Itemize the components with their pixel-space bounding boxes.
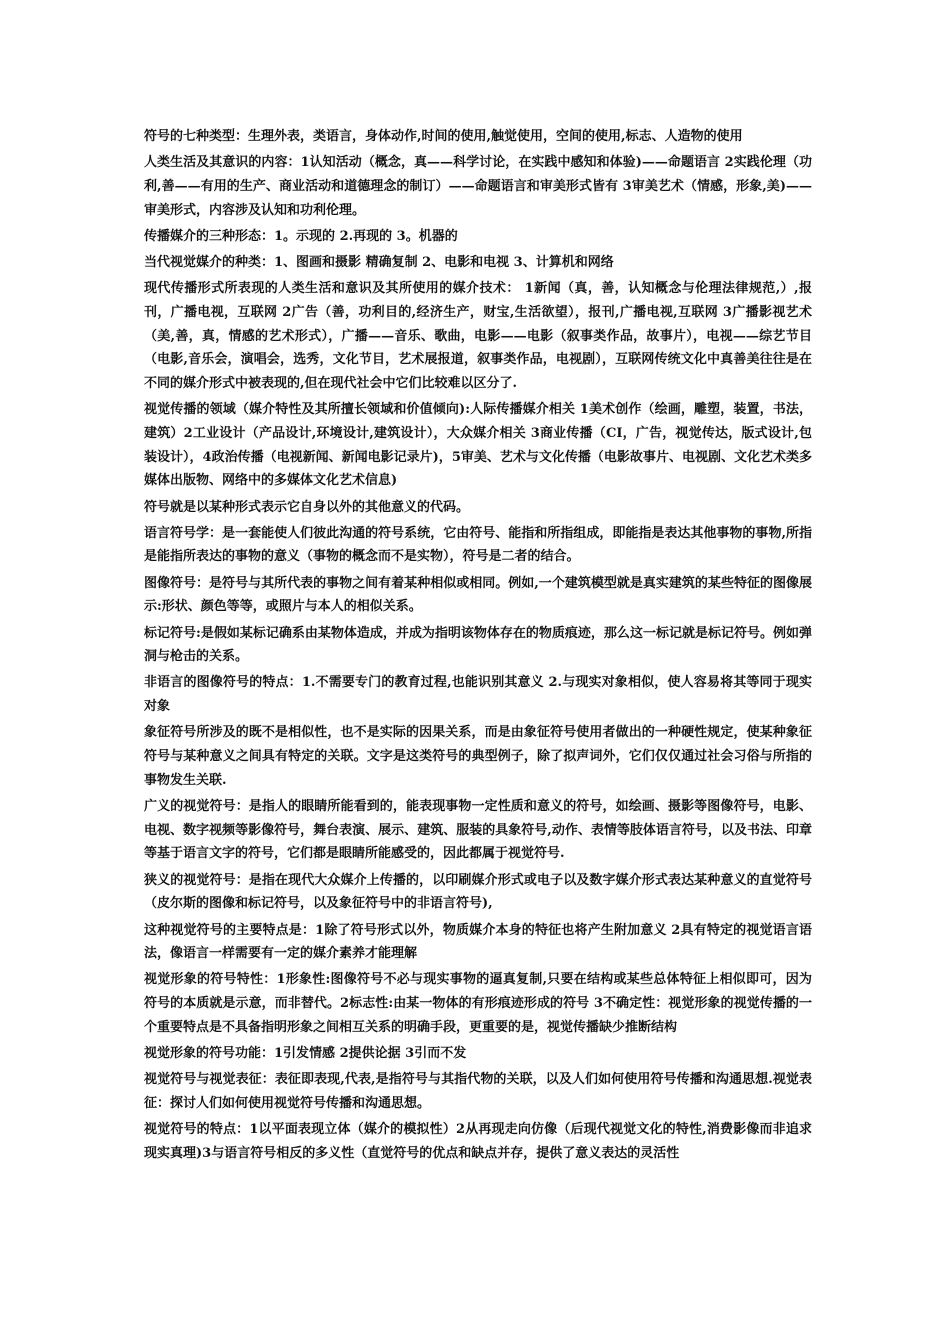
paragraph-linguistic-semiotics: 语言符号学：是一套能使人们彼此沟通的符号系统，它由符号、能指和所指组成，即能指是表达其他事物的事物,所指是能指所表达的事物的意义（事物的概念而不是实物），符号是二者的结合。 (144, 525, 812, 565)
paragraph-modern-communication: 现代传播形式所表现的人类生活和意识及其所使用的媒介技术： 1新闻（真，善，认知概念与伦理法律规范,）,报刊，广播电视，互联网 2广告（善，功利目的,经济生产，财宝,生活欲望），报刊,广播电视,互联网 3广播影视艺术（美,善，真，情感的艺术形式），广播——音乐、歌曲，电影——电影（叙事类作品，故事片），电视——综艺节目（电影,音乐会，演唱会，选秀，文化节目，艺术展报道，叙事类作品，电视剧），互联网传统文化中真善美往往是在不同的媒介形式中被表现的,但在现代社会中它们比较难以区分了. (144, 281, 812, 392)
document-body (144, 125, 812, 1168)
paragraph-visual-image-sign-functions: 视觉形象的符号功能：1引发情感 2提供论据 3引而不发 (144, 1046, 467, 1062)
paragraph-visual-representation: 视觉符号与视觉表征：表征即表现,代表,是指符号与其指代物的关联，以及人们如何使用符号传播和沟通思想.视觉表征：探讨人们如何使用视觉符号传播和沟通思想。 (144, 1072, 812, 1111)
paragraph-media-forms: 传播媒介的三种形态：1。示现的 2.再现的 3。机器的 (144, 228, 458, 244)
paragraph-visual-sign-features: 这种视觉符号的主要特点是：1除了符号形式以外，物质媒介本身的特征也将产生附加意义 2具有特定的视觉语言语法，像语言一样需要有一定的媒介素养才能理解 (144, 922, 812, 962)
paragraph-sign-types: 符号的七种类型：生理外表，类语言，身体动作,时间的使用,触觉使用，空间的使用,标志、人造物的使用 (144, 129, 743, 144)
paragraph-symbolic-sign: 象征符号所涉及的既不是相似性，也不是实际的因果关系，而是由象征符号使用者做出的一种硬性规定，使某种象征符号与某种意义之间具有特定的关联。文字是这类符号的典型例子，除了拟声词外，它们仅仅通过社会习俗与所指的事物发生关联. (144, 725, 812, 788)
paragraph-iconic-sign: 图像符号：是符号与其所代表的事物之间有着某种相似或相同。例如,一个建筑模型就是真实建筑的某些特征的图像展示:形状、颜色等等，或照片与本人的相似关系。 (144, 575, 812, 615)
paragraph-broad-visual-sign: 广义的视觉符号：是指人的眼睛所能看到的，能表现事物一定性质和意义的符号，如绘画、摄影等图像符号，电影、电视、数字视频等影像符号，舞台表演、展示、建筑、服装的具象符号,动作、表情等肢体语言符号，以及书法、印章等基于语言文字的符号，它们都是眼睛所能感受的，因此都属于视觉符号. (144, 798, 812, 862)
paragraph-sign-definition: 符号就是以某种形式表示它自身以外的其他意义的代码。 (144, 499, 470, 515)
paragraph-indexical-sign: 标记符号:是假如某标记确系由某物体造成，并成为指明该物体存在的物质痕迹，那么这一标记就是标记符号。例如弹洞与枪击的关系。 (144, 625, 812, 665)
paragraph-visual-sign-characteristics: 视觉符号的特点：1以平面表现立体（媒介的模拟性）2从再现走向仿像（后现代视觉文化的特性,消费影像而非追求现实真理)3与语言符号相反的多义性（直觉符号的优点和缺点并存，提供了意义表达的灵活性 (144, 1122, 812, 1161)
paragraph-human-life-content: 人类生活及其意识的内容：1认知活动（概念，真——科学讨论，在实践中感知和体验)——命题语言 2实践伦理（功利,善——有用的生产、商业活动和道德理念的制订）——命题语言和审美形式皆有 3审美艺术（情感，形象,美)——审美形式，内容涉及认知和功利伦理。 (144, 155, 812, 218)
paragraph-visual-communication-fields: 视觉传播的领域（媒介特性及其所擅长领域和价值倾向):人际传播媒介相关 1美术创作（绘画，雕塑，装置，书法，建筑）2工业设计（产品设计,环境设计,建筑设计），大众媒介相关 3商业传播（CI，广告，视觉传达，版式设计,包装设计），4政治传播（电视新闻、新闻电影记录片)，5审美、艺术与文化传播（电影故事片、电视剧、文化艺术类多媒体出版物、网络中的多媒体文化艺术信息) (144, 402, 812, 489)
paragraph-visual-media-types: 当代视觉媒介的种类：1、图画和摄影 精确复制 2、电影和电视 3、计算机和网络 (144, 255, 614, 271)
paragraph-visual-image-sign-properties: 视觉形象的符号特性：1形象性:图像符号不必与现实事物的逼真复制,只要在结构或某些总体特征上相似即可，因为符号的本质就是示意，而非替代。2标志性:由某一物体的有形痕迹形成的符号 3不确定性：视觉形象的视觉传播的一个重要特点是不具备指明形象之间相互关系的明确手段，更重要的是，视觉传播缺少推断结构 (144, 972, 812, 1035)
paragraph-nonverbal-image-sign: 非语言的图像符号的特点：1.不需要专门的教育过程,也能识别其意义 2.与现实对象相似，使人容易将其等同于现实对象 (144, 675, 812, 715)
paragraph-narrow-visual-sign: 狭义的视觉符号：是指在现代大众媒介上传播的，以印刷媒介形式或电子以及数字媒介形式表达某种意义的直觉符号（皮尔斯的图像和标记符号，以及象征符号中的非语言符号), (144, 872, 812, 912)
